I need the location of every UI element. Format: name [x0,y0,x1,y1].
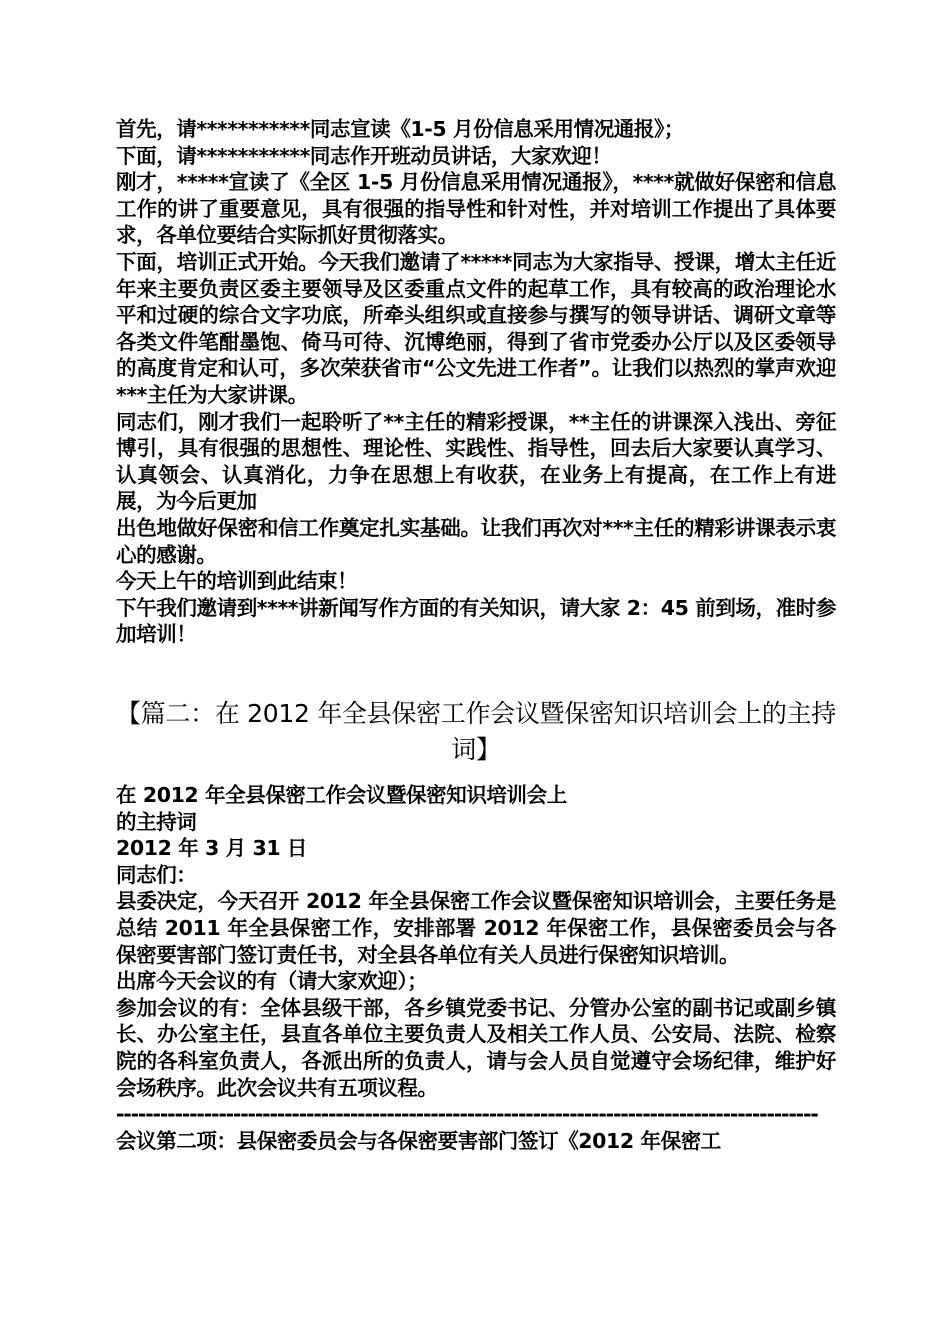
paragraph: 今天上午的培训到此结束！ [116,569,358,594]
doc-date: 2012 年 3 月 31 日 [116,836,308,861]
paragraph: 下午我们邀请到****讲新闻写作方面的有关知识，请大家 2：45 前到场，准时参加培训！ [116,595,836,647]
paragraph: 出色地做好保密和信工作奠定扎实基础。让我们再次对***主任的精彩讲课表示衷心的感谢。 [116,515,836,567]
section-two [116,782,836,1154]
section-one [116,116,836,648]
paragraph: 下面，请***********同志作开班动员讲话，大家欢迎！ [116,143,612,168]
paragraph: 参加会议的有：全体县级干部，各乡镇党委书记、分管办公室的副书记或副乡镇长、办公室主任，县直各单位主要负责人及相关工作人员、公安局、法院、检察院的各科室负责人，各派出所的负责人，请与会人员自觉遵守会场纪律，维护好会场秩序。此次会议共有五项议程。 [116,995,836,1100]
paragraph: 下面，培训正式开始。今天我们邀请了*****同志为大家指导、授课，增太主任近年来主要负责区委主要领导及区委重点文件的起草工作，具有较高的政治理论水平和过硬的综合文字功底，所牵头组织或直接参与撰写的领导讲话、调研文章等各类文件笔酣墨饱、倚马可待、沉博绝丽，得到了省市党委办公厅以及区委领导的高度肯定和认可，多次荣获省市“公文先进工作者”。让我们以热烈的掌声欢迎***主任为大家讲课。 [116,249,836,407]
paragraph: 刚才，*****宣读了《全区 1-5 月份信息采用情况通报》，****就做好保密和信息工作的讲了重要意见，具有很强的指导性和针对性，并对培训工作提出了具体要求，各单位要结合实际抓好贯彻落实。 [116,170,836,248]
dashed-separator: ------------------------------------------------------------------------------------------------ [116,1102,818,1127]
doc-title-line: 的主持词 [116,809,197,834]
salutation: 同志们： [116,862,197,887]
doc-title-line: 在 2012 年全县保密工作会议暨保密知识培训会上 [116,783,567,807]
paragraph: 同志们，刚才我们一起聆听了**主任的精彩授课，**主任的讲课深入浅出、旁征博引，具有很强的思想性、理论性、实践性、指导性，回去后大家要认真学习、认真领会、认真消化，力争在思想上有收获，在业务上有提高，在工作上有进展，为今后更加 [116,409,836,514]
section-heading: 【篇二：在 2012 年全县保密工作会议暨保密知识培训会上的主持词】 [116,699,836,764]
paragraph: 会议第二项：县保密委员会与各保密要害部门签订《2012 年保密工 [116,1128,721,1153]
paragraph: 首先，请***********同志宣读《1-5 月份信息采用情况通报》； [116,117,684,141]
paragraph: 出席今天会议的有（请大家欢迎）； [116,969,428,994]
paragraph: 县委决定，今天召开 2012 年全县保密工作会议暨保密知识培训会，主要任务是总结 2011 年全县保密工作，安排部署 2012 年保密工作，县保密委员会与各保密要害部门签订责任书，对全县各单位有关人员进行保密知识培训。 [116,889,836,967]
